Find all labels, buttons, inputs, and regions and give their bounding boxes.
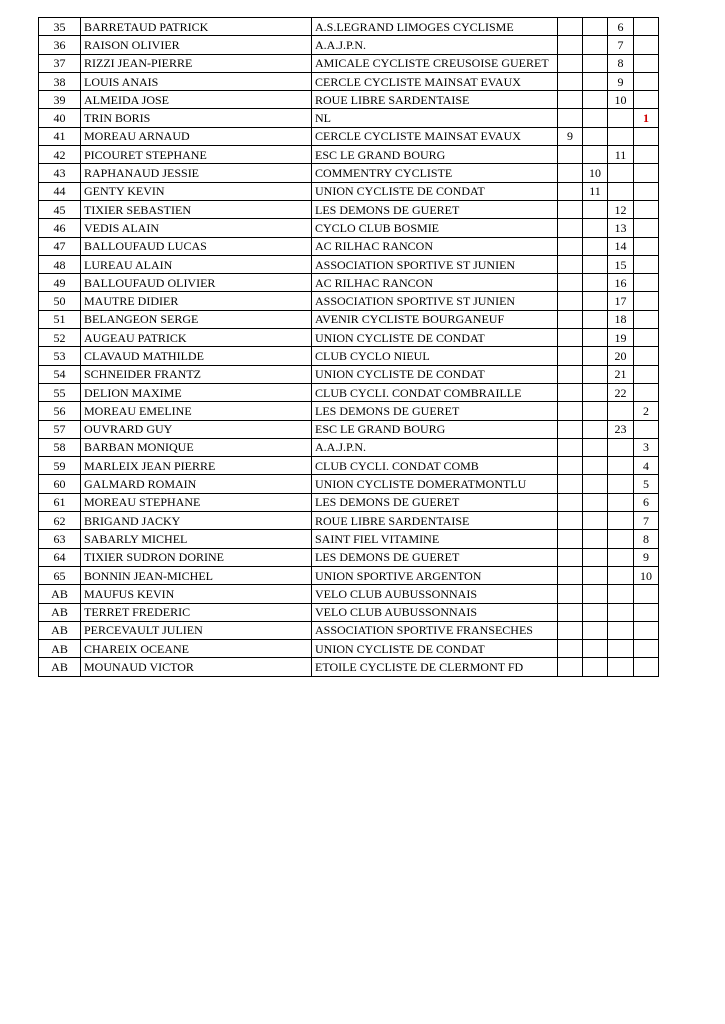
rider-name-cell: PERCEVAULT JULIEN [81, 621, 312, 639]
category-1-place-cell [558, 347, 583, 365]
club-name-cell: A.A.J.P.N. [312, 438, 558, 456]
category-4-place-cell [634, 72, 659, 90]
rank-cell: AB [39, 603, 81, 621]
rider-name-cell: BALLOUFAUD LUCAS [81, 237, 312, 255]
category-3-place-cell: 19 [608, 329, 634, 347]
rider-name-cell: MOREAU EMELINE [81, 402, 312, 420]
category-2-place-cell [583, 566, 608, 584]
rider-name-cell: RIZZI JEAN-PIERRE [81, 54, 312, 72]
category-2-place-cell [583, 383, 608, 401]
table-row [39, 127, 659, 145]
category-3-place-cell: 16 [608, 274, 634, 292]
rider-name-cell: MARLEIX JEAN PIERRE [81, 457, 312, 475]
category-4-place-cell [634, 164, 659, 182]
category-4-place-cell [634, 383, 659, 401]
category-3-place-cell: 17 [608, 292, 634, 310]
category-3-place-cell: 22 [608, 383, 634, 401]
category-2-place-cell [583, 18, 608, 36]
category-2-place-cell [583, 475, 608, 493]
club-name-cell: UNION CYCLISTE DE CONDAT [312, 329, 558, 347]
club-name-cell: UNION CYCLISTE DE CONDAT [312, 365, 558, 383]
table-row [39, 329, 659, 347]
category-1-place-cell [558, 383, 583, 401]
table-row [39, 274, 659, 292]
rank-cell: 53 [39, 347, 81, 365]
category-3-place-cell: 23 [608, 420, 634, 438]
category-3-place-cell: 15 [608, 255, 634, 273]
category-4-place-cell [634, 365, 659, 383]
table-row [39, 585, 659, 603]
category-2-place-cell [583, 200, 608, 218]
table-row [39, 36, 659, 54]
category-1-place-cell [558, 292, 583, 310]
category-4-place-cell: 7 [634, 512, 659, 530]
category-3-place-cell: 12 [608, 200, 634, 218]
category-2-place-cell [583, 438, 608, 456]
club-name-cell: UNION CYCLISTE DOMERATMONTLU [312, 475, 558, 493]
category-4-place-cell [634, 603, 659, 621]
table-row [39, 420, 659, 438]
table-row [39, 292, 659, 310]
table-row [39, 72, 659, 90]
club-name-cell: VELO CLUB AUBUSSONNAIS [312, 585, 558, 603]
category-3-place-cell: 18 [608, 310, 634, 328]
category-1-place-cell [558, 255, 583, 273]
table-row [39, 548, 659, 566]
rank-cell: 44 [39, 182, 81, 200]
category-4-place-cell [634, 658, 659, 676]
club-name-cell: CLUB CYCLI. CONDAT COMBRAILLE [312, 383, 558, 401]
category-3-place-cell [608, 530, 634, 548]
table-row [39, 621, 659, 639]
category-1-place-cell [558, 585, 583, 603]
rank-cell: 42 [39, 146, 81, 164]
rider-name-cell: PICOURET STEPHANE [81, 146, 312, 164]
category-1-place-cell [558, 640, 583, 658]
category-4-place-cell: 3 [634, 438, 659, 456]
rider-name-cell: CLAVAUD MATHILDE [81, 347, 312, 365]
category-4-place-cell [634, 18, 659, 36]
rank-cell: 63 [39, 530, 81, 548]
category-4-place-cell [634, 54, 659, 72]
club-name-cell: COMMENTRY CYCLISTE [312, 164, 558, 182]
category-1-place-cell [558, 72, 583, 90]
rider-name-cell: MOREAU ARNAUD [81, 127, 312, 145]
category-2-place-cell [583, 658, 608, 676]
rank-cell: AB [39, 640, 81, 658]
category-4-place-cell [634, 146, 659, 164]
category-1-place-cell [558, 365, 583, 383]
category-3-place-cell [608, 566, 634, 584]
category-1-place-cell [558, 54, 583, 72]
rank-cell: 36 [39, 36, 81, 54]
category-4-place-cell [634, 420, 659, 438]
table-row [39, 91, 659, 109]
category-3-place-cell [608, 493, 634, 511]
category-2-place-cell [583, 512, 608, 530]
club-name-cell: NL [312, 109, 558, 127]
table-row [39, 146, 659, 164]
category-3-place-cell: 20 [608, 347, 634, 365]
rank-cell: 65 [39, 566, 81, 584]
category-4-place-cell [634, 200, 659, 218]
category-3-place-cell: 13 [608, 219, 634, 237]
category-3-place-cell [608, 603, 634, 621]
table-row [39, 18, 659, 36]
category-4-place-cell [634, 91, 659, 109]
category-4-place-cell: 2 [634, 402, 659, 420]
category-1-place-cell [558, 566, 583, 584]
category-2-place-cell [583, 640, 608, 658]
table-row [39, 347, 659, 365]
category-4-place-cell [634, 127, 659, 145]
rider-name-cell: MOUNAUD VICTOR [81, 658, 312, 676]
rank-cell: 41 [39, 127, 81, 145]
category-1-place-cell [558, 658, 583, 676]
rank-cell: 60 [39, 475, 81, 493]
rank-cell: 59 [39, 457, 81, 475]
club-name-cell: CLUB CYCLO NIEUL [312, 347, 558, 365]
category-1-place-cell [558, 109, 583, 127]
table-row [39, 164, 659, 182]
category-3-place-cell: 9 [608, 72, 634, 90]
table-row [39, 640, 659, 658]
rank-cell: 58 [39, 438, 81, 456]
category-4-place-cell [634, 310, 659, 328]
club-name-cell: ASSOCIATION SPORTIVE FRANSECHES [312, 621, 558, 639]
table-row [39, 457, 659, 475]
category-1-place-cell [558, 420, 583, 438]
table-row [39, 475, 659, 493]
category-2-place-cell: 11 [583, 182, 608, 200]
table-row [39, 566, 659, 584]
rider-name-cell: CHAREIX OCEANE [81, 640, 312, 658]
table-row [39, 310, 659, 328]
category-3-place-cell [608, 164, 634, 182]
category-3-place-cell [608, 457, 634, 475]
category-3-place-cell: 7 [608, 36, 634, 54]
category-2-place-cell [583, 274, 608, 292]
rank-cell: 48 [39, 255, 81, 273]
table-row [39, 200, 659, 218]
category-3-place-cell [608, 548, 634, 566]
category-1-place-cell [558, 457, 583, 475]
category-1-place-cell [558, 329, 583, 347]
category-3-place-cell [608, 182, 634, 200]
rider-name-cell: BELANGEON SERGE [81, 310, 312, 328]
rank-cell: 55 [39, 383, 81, 401]
club-name-cell: AMICALE CYCLISTE CREUSOISE GUERET [312, 54, 558, 72]
club-name-cell: ESC LE GRAND BOURG [312, 420, 558, 438]
table-row [39, 365, 659, 383]
rider-name-cell: SABARLY MICHEL [81, 530, 312, 548]
category-1-place-cell [558, 438, 583, 456]
rider-name-cell: VEDIS ALAIN [81, 219, 312, 237]
club-name-cell: ASSOCIATION SPORTIVE ST JUNIEN [312, 292, 558, 310]
category-2-place-cell [583, 365, 608, 383]
category-1-place-cell [558, 182, 583, 200]
category-1-place-cell [558, 200, 583, 218]
category-4-place-cell: 4 [634, 457, 659, 475]
category-3-place-cell: 8 [608, 54, 634, 72]
rank-cell: 46 [39, 219, 81, 237]
rider-name-cell: TIXIER SUDRON DORINE [81, 548, 312, 566]
category-1-place-cell [558, 310, 583, 328]
club-name-cell: UNION CYCLISTE DE CONDAT [312, 640, 558, 658]
table-row [39, 658, 659, 676]
rider-name-cell: RAISON OLIVIER [81, 36, 312, 54]
rider-name-cell: TRIN BORIS [81, 109, 312, 127]
category-3-place-cell [608, 585, 634, 603]
rank-cell: 56 [39, 402, 81, 420]
category-1-place-cell [558, 219, 583, 237]
category-3-place-cell [608, 658, 634, 676]
category-3-place-cell [608, 438, 634, 456]
club-name-cell: LES DEMONS DE GUERET [312, 402, 558, 420]
category-4-place-cell [634, 36, 659, 54]
category-2-place-cell [583, 54, 608, 72]
category-4-place-cell [634, 274, 659, 292]
table-row [39, 383, 659, 401]
category-3-place-cell [608, 512, 634, 530]
category-2-place-cell [583, 109, 608, 127]
table-row [39, 512, 659, 530]
category-1-place-cell: 9 [558, 127, 583, 145]
category-2-place-cell [583, 493, 608, 511]
results-body [39, 18, 659, 677]
category-1-place-cell [558, 36, 583, 54]
rank-cell: 45 [39, 200, 81, 218]
club-name-cell: ETOILE CYCLISTE DE CLERMONT FD [312, 658, 558, 676]
category-2-place-cell [583, 585, 608, 603]
rider-name-cell: GENTY KEVIN [81, 182, 312, 200]
rider-name-cell: OUVRARD GUY [81, 420, 312, 438]
table-row [39, 402, 659, 420]
rider-name-cell: BARBAN MONIQUE [81, 438, 312, 456]
category-1-place-cell [558, 146, 583, 164]
club-name-cell: UNION CYCLISTE DE CONDAT [312, 182, 558, 200]
category-2-place-cell [583, 530, 608, 548]
rank-cell: 49 [39, 274, 81, 292]
category-4-place-cell: 5 [634, 475, 659, 493]
club-name-cell: ESC LE GRAND BOURG [312, 146, 558, 164]
table-row [39, 530, 659, 548]
club-name-cell: LES DEMONS DE GUERET [312, 200, 558, 218]
rank-cell: 47 [39, 237, 81, 255]
rider-name-cell: SCHNEIDER FRANTZ [81, 365, 312, 383]
club-name-cell: A.A.J.P.N. [312, 36, 558, 54]
category-3-place-cell: 11 [608, 146, 634, 164]
category-4-place-cell [634, 621, 659, 639]
rank-cell: AB [39, 585, 81, 603]
results-table [38, 17, 659, 677]
rider-name-cell: LUREAU ALAIN [81, 255, 312, 273]
category-2-place-cell [583, 402, 608, 420]
category-3-place-cell: 14 [608, 237, 634, 255]
rank-cell: 51 [39, 310, 81, 328]
rank-cell: 57 [39, 420, 81, 438]
category-4-place-cell [634, 255, 659, 273]
rider-name-cell: LOUIS ANAIS [81, 72, 312, 90]
club-name-cell: ROUE LIBRE SARDENTAISE [312, 91, 558, 109]
rank-cell: 35 [39, 18, 81, 36]
table-row [39, 54, 659, 72]
category-3-place-cell [608, 475, 634, 493]
category-2-place-cell [583, 621, 608, 639]
category-4-place-cell [634, 182, 659, 200]
category-3-place-cell [608, 109, 634, 127]
category-2-place-cell [583, 91, 608, 109]
rank-cell: 62 [39, 512, 81, 530]
club-name-cell: UNION SPORTIVE ARGENTON [312, 566, 558, 584]
rider-name-cell: MAUTRE DIDIER [81, 292, 312, 310]
rank-cell: 37 [39, 54, 81, 72]
category-4-place-cell: 9 [634, 548, 659, 566]
rider-name-cell: BONNIN JEAN-MICHEL [81, 566, 312, 584]
category-2-place-cell [583, 219, 608, 237]
category-2-place-cell [583, 548, 608, 566]
table-row [39, 109, 659, 127]
rider-name-cell: TERRET FREDERIC [81, 603, 312, 621]
category-3-place-cell [608, 621, 634, 639]
club-name-cell: CYCLO CLUB BOSMIE [312, 219, 558, 237]
category-2-place-cell [583, 603, 608, 621]
category-2-place-cell [583, 310, 608, 328]
rider-name-cell: DELION MAXIME [81, 383, 312, 401]
rider-name-cell: ALMEIDA JOSE [81, 91, 312, 109]
club-name-cell: SAINT FIEL VITAMINE [312, 530, 558, 548]
club-name-cell: ASSOCIATION SPORTIVE ST JUNIEN [312, 255, 558, 273]
rider-name-cell: BARRETAUD PATRICK [81, 18, 312, 36]
club-name-cell: AC RILHAC RANCON [312, 237, 558, 255]
category-2-place-cell [583, 255, 608, 273]
category-2-place-cell [583, 72, 608, 90]
category-2-place-cell: 10 [583, 164, 608, 182]
club-name-cell: ROUE LIBRE SARDENTAISE [312, 512, 558, 530]
rank-cell: AB [39, 658, 81, 676]
club-name-cell: AC RILHAC RANCON [312, 274, 558, 292]
rank-cell: 64 [39, 548, 81, 566]
table-row [39, 493, 659, 511]
category-3-place-cell [608, 402, 634, 420]
category-1-place-cell [558, 548, 583, 566]
rank-cell: 40 [39, 109, 81, 127]
club-name-cell: LES DEMONS DE GUERET [312, 493, 558, 511]
category-3-place-cell [608, 127, 634, 145]
category-1-place-cell [558, 274, 583, 292]
category-1-place-cell [558, 603, 583, 621]
category-1-place-cell [558, 621, 583, 639]
rank-cell: 61 [39, 493, 81, 511]
category-1-place-cell [558, 237, 583, 255]
category-2-place-cell [583, 146, 608, 164]
table-row [39, 219, 659, 237]
rider-name-cell: BRIGAND JACKY [81, 512, 312, 530]
rank-cell: 50 [39, 292, 81, 310]
category-4-place-cell [634, 219, 659, 237]
category-2-place-cell [583, 420, 608, 438]
table-row [39, 255, 659, 273]
table-row [39, 603, 659, 621]
category-1-place-cell [558, 164, 583, 182]
category-2-place-cell [583, 292, 608, 310]
club-name-cell: VELO CLUB AUBUSSONNAIS [312, 603, 558, 621]
category-2-place-cell [583, 36, 608, 54]
category-2-place-cell [583, 237, 608, 255]
club-name-cell: CLUB CYCLI. CONDAT COMB [312, 457, 558, 475]
category-1-place-cell [558, 512, 583, 530]
rider-name-cell: BALLOUFAUD OLIVIER [81, 274, 312, 292]
category-4-place-cell: 10 [634, 566, 659, 584]
category-1-place-cell [558, 91, 583, 109]
category-4-place-cell: 8 [634, 530, 659, 548]
category-4-place-cell [634, 237, 659, 255]
category-3-place-cell: 21 [608, 365, 634, 383]
category-4-place-cell [634, 292, 659, 310]
rider-name-cell: RAPHANAUD JESSIE [81, 164, 312, 182]
rank-cell: 43 [39, 164, 81, 182]
rank-cell: AB [39, 621, 81, 639]
table-row [39, 438, 659, 456]
category-4-place-cell: 6 [634, 493, 659, 511]
rider-name-cell: TIXIER SEBASTIEN [81, 200, 312, 218]
category-2-place-cell [583, 347, 608, 365]
category-2-place-cell [583, 127, 608, 145]
rank-cell: 38 [39, 72, 81, 90]
category-3-place-cell: 10 [608, 91, 634, 109]
category-2-place-cell [583, 329, 608, 347]
rider-name-cell: MAUFUS KEVIN [81, 585, 312, 603]
category-3-place-cell: 6 [608, 18, 634, 36]
table-row [39, 182, 659, 200]
category-4-place-cell [634, 329, 659, 347]
club-name-cell: LES DEMONS DE GUERET [312, 548, 558, 566]
rider-name-cell: GALMARD ROMAIN [81, 475, 312, 493]
table-row [39, 237, 659, 255]
category-4-place-cell: 1 [634, 109, 659, 127]
category-2-place-cell [583, 457, 608, 475]
category-1-place-cell [558, 402, 583, 420]
category-4-place-cell [634, 640, 659, 658]
club-name-cell: CERCLE CYCLISTE MAINSAT EVAUX [312, 127, 558, 145]
rank-cell: 54 [39, 365, 81, 383]
rider-name-cell: AUGEAU PATRICK [81, 329, 312, 347]
category-4-place-cell [634, 585, 659, 603]
category-1-place-cell [558, 530, 583, 548]
category-4-place-cell [634, 347, 659, 365]
category-1-place-cell [558, 475, 583, 493]
category-1-place-cell [558, 493, 583, 511]
category-3-place-cell [608, 640, 634, 658]
club-name-cell: A.S.LEGRAND LIMOGES CYCLISME [312, 18, 558, 36]
rank-cell: 39 [39, 91, 81, 109]
category-1-place-cell [558, 18, 583, 36]
rank-cell: 52 [39, 329, 81, 347]
club-name-cell: CERCLE CYCLISTE MAINSAT EVAUX [312, 72, 558, 90]
club-name-cell: AVENIR CYCLISTE BOURGANEUF [312, 310, 558, 328]
rider-name-cell: MOREAU STEPHANE [81, 493, 312, 511]
